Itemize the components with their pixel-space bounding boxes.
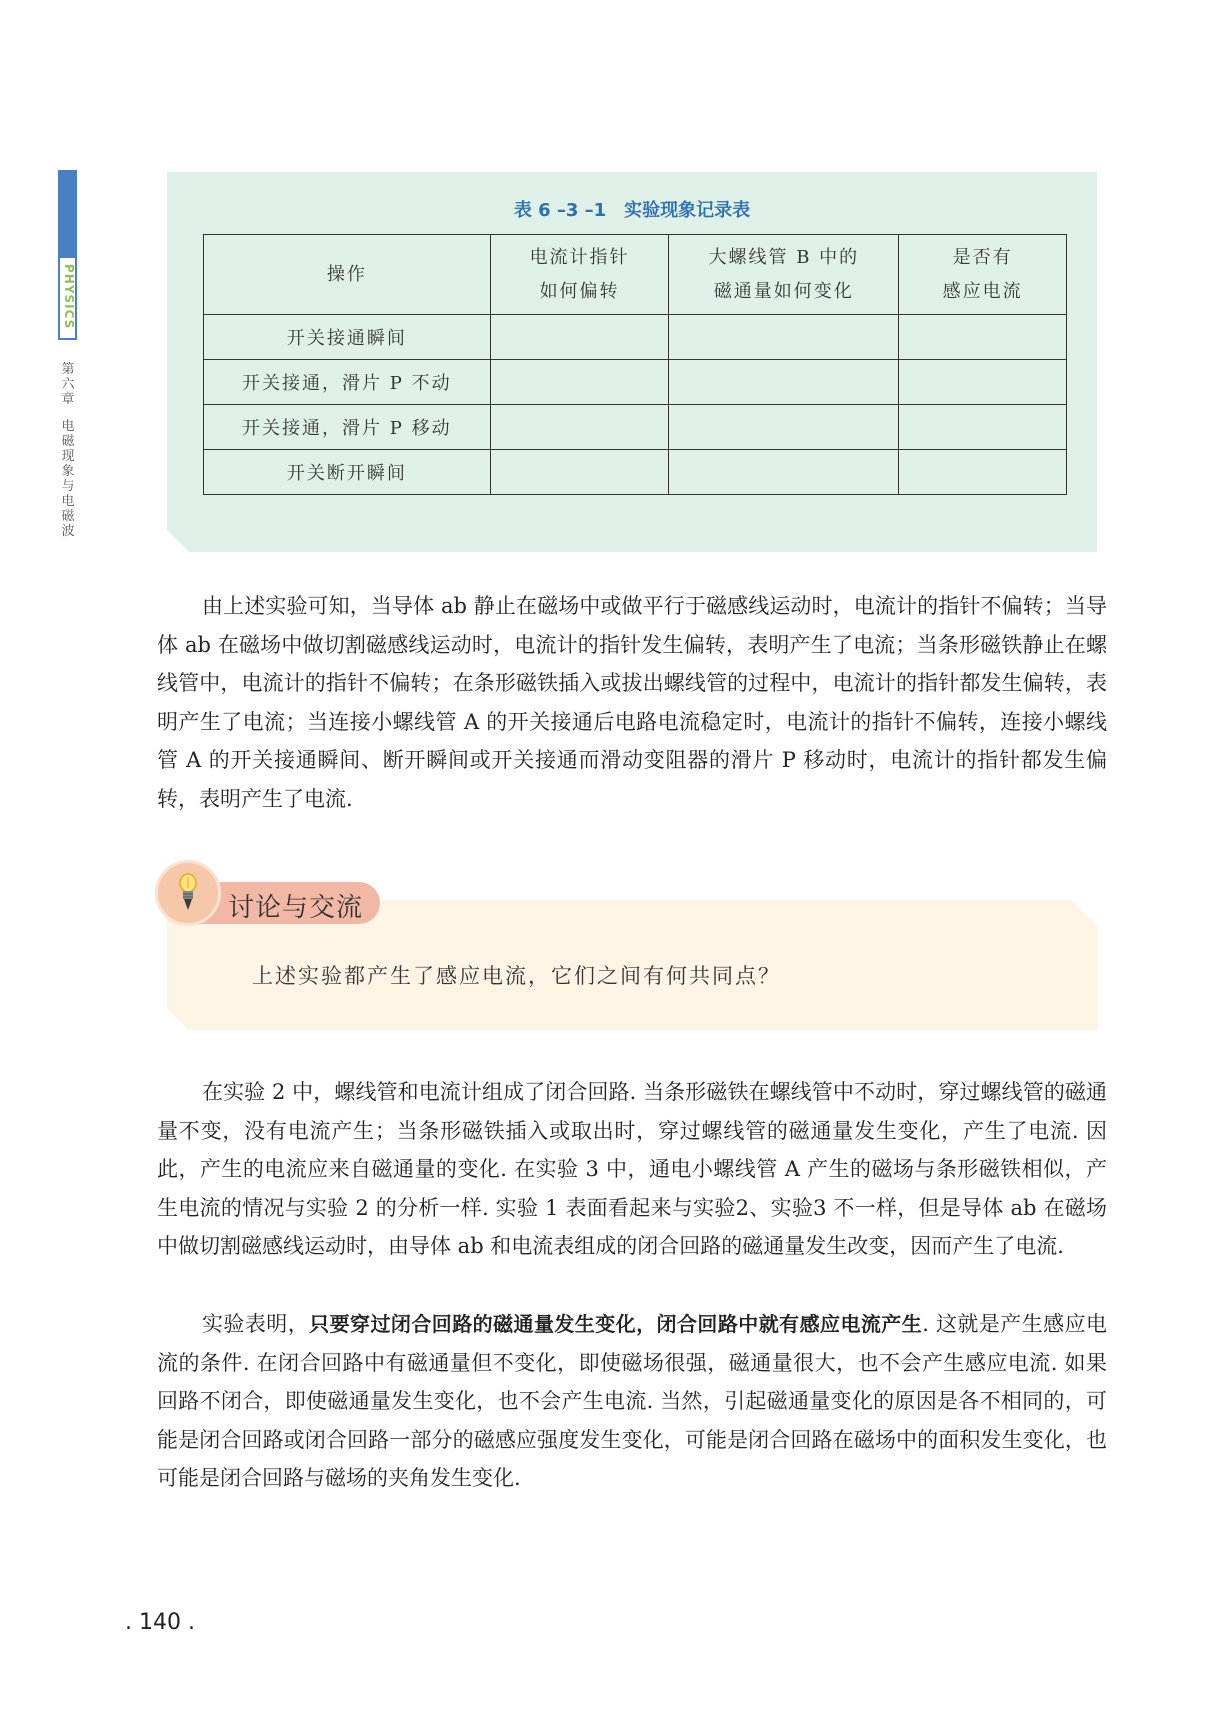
table-cell <box>669 360 899 405</box>
table-cell <box>669 405 899 450</box>
table-cell <box>490 405 669 450</box>
table-row <box>204 315 1067 360</box>
table-cell <box>669 450 899 495</box>
conclusion-key-statement: 只要穿过闭合回路的磁通量发生变化，闭合回路中就有感应电流产生 <box>309 1312 923 1336</box>
chapter-title: 电磁现象与电磁波 <box>61 419 75 539</box>
header-flux: 大螺线管 B 中的 磁通量如何变化 <box>669 235 899 315</box>
table-cell <box>899 360 1067 405</box>
paragraph-conclusion <box>157 1305 1107 1498</box>
header-induced-current: 是否有 感应电流 <box>899 235 1067 315</box>
discussion-title: 讨论与交流 <box>228 893 364 923</box>
page-number: . 140 . <box>125 1610 195 1635</box>
table-cell <box>490 360 669 405</box>
table-row <box>204 450 1067 495</box>
paragraph-experiment-summary: 由上述实验可知，当导体 ab 静止在磁场中或做平行于磁感线运动时，电流计的指针不偏转；当导体 ab 在磁场中做切割磁感线运动时，电流计的指针发生偏转，表明产生了电流；当条形磁铁静止在螺线管中，电流计的指针不偏转；在条形磁铁插入或拔出螺线管的过程中，电流计的指针都发生偏转，表明产生了电流；当连接小螺线管 A 的开关接通后电路电流稳定时，电流计的指针不偏转，连接小螺线管 A 的开关接通瞬间、断开瞬间或开关接通而滑动变阻器的滑片 P 移动时，电流计的指针都发生偏转，表明产生了电流. <box>157 594 1107 811</box>
chapter-number: 第六章 <box>61 362 75 407</box>
table-cell <box>899 450 1067 495</box>
table-cell <box>490 315 669 360</box>
side-chapter <box>60 362 76 539</box>
conclusion-lead: 实验表明， <box>202 1312 310 1336</box>
table-header-row <box>204 235 1067 315</box>
table-cell <box>899 405 1067 450</box>
side-tab <box>58 170 77 340</box>
table-cell <box>899 315 1067 360</box>
table-caption: 表 6 –3 –1 实验现象记录表 <box>513 200 751 221</box>
table-row <box>204 360 1067 405</box>
paragraph-analysis: 在实验 2 中，螺线管和电流计组成了闭合回路. 当条形磁铁在螺线管中不动时，穿过螺线管的磁通量不变，没有电流产生；当条形磁铁插入或取出时，穿过螺线管的磁通量发生变化，产生了电流. 因此，产生的电流应来自磁通量的变化. 在实验 3 中，通电小螺线管 A 产生的磁场与条形磁铁相似，产生电流的情况与实验 2 的分析一样. 实验 1 表面看起来与实验2、实验3 不一样，但是导体 ab 在磁场中做切割磁感线运动时，由导体 ab 和电流表组成的闭合回路的磁通量发生改变，因而产生了电流. <box>157 1080 1107 1258</box>
header-operation: 操作 <box>204 235 491 315</box>
table-cell <box>669 315 899 360</box>
row-label: 开关接通瞬间 <box>204 315 491 360</box>
physics-label: PHYSICS <box>62 264 76 330</box>
row-label: 开关断开瞬间 <box>204 450 491 495</box>
record-table <box>203 234 1067 495</box>
row-label: 开关接通，滑片 P 移动 <box>204 405 491 450</box>
row-label: 开关接通，滑片 P 不动 <box>204 360 491 405</box>
lightbulb-icon <box>177 872 199 912</box>
table-row <box>204 405 1067 450</box>
table-cell <box>490 450 669 495</box>
discussion-question: 上述实验都产生了感应电流，它们之间有何共同点？ <box>252 964 781 988</box>
header-deflection: 电流计指针 如何偏转 <box>490 235 669 315</box>
physics-label-box <box>58 256 77 340</box>
conclusion-rest: . 这就是产生感应电流的条件. 在闭合回路中有磁通量但不变化，即使磁场很强，磁通量很大，也不会产生感应电流. 如果回路不闭合，即使磁通量发生变化，也不会产生电流. 当然，引起磁通量变化的原因是各不相同的，可能是闭合回路或闭合回路一部分的磁感应强度发生变化，可能是闭合回路在磁场中的面积发生变化，也可能是闭合回路与磁场的夹角发生变化. <box>157 1312 1108 1490</box>
